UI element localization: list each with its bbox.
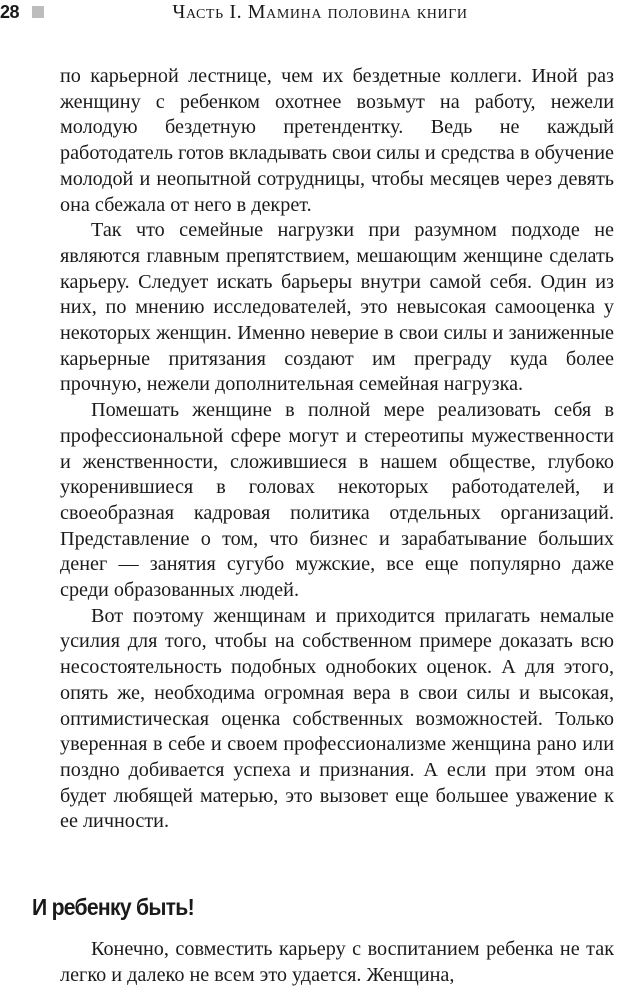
paragraph: Конечно, совместить карьеру с воспитанием ребенка не так легко и далеко не всем это удается. Женщина,: [60, 938, 614, 986]
paragraph: Вот поэтому женщинам и приходится прилагать немалые усилия для того, чтобы на собственном примере доказать всю несостоятельность подобных однобоких оценок. А для этого, опять же, необходима огромная вера в свои силы и высокая, оптимистическая оценка собственных возможностей. Только уверенная в себе и своем профессионализме женщина рано или поздно добивается успеха и признания. А если при этом она будет любящей матерью, это вызовет еще большее уважение к ее личности.: [60, 604, 614, 833]
section-heading: И ребенку быть!: [32, 894, 194, 920]
page-number: 28: [0, 2, 20, 22]
paragraph: Помешать женщине в полной мере реализовать себя в профессиональной сфере могут и стереотипы мужественности и женственности, сложившиеся в нашем обществе, глубоко укоренившиеся в головах некоторых работодателей, и своеобразная кадровая политика отдельных организаций. Представление о том, что бизнес и зарабатывание больших денег — занятия сугубо мужские, все еще популярно даже среди образованных людей.: [60, 399, 614, 602]
chapter-title: Часть I. Мамина половина книги: [172, 1, 468, 23]
paragraph: Так что семейные нагрузки при разумном подходе не являются главным препятствием, мешающим женщине сделать карьеру. Следует искать барьеры внутри самой себя. Один из них, по мнению исследователей, это невысокая самооценка у некоторых женщин. Именно неверие в свои силы и заниженные карьерные притязания создают им преграду куда более прочную, нежели дополнительная семейная нагрузка.: [60, 219, 614, 396]
running-header: [0, 0, 620, 30]
body-text: [60, 64, 614, 835]
section-text: [60, 937, 614, 988]
paragraph-continued: по карьерной лестнице, чем их бездетные коллеги. Иной раз женщину с ребенком охотнее возьмут на работу, нежели молодую бездетную претендентку. Ведь не каждый работодатель готов вкладывать свои силы и средства в обучение молодой и неопытной сотрудницы, чтобы месяцев через девять она сбежала от него в декрет.: [60, 65, 614, 216]
